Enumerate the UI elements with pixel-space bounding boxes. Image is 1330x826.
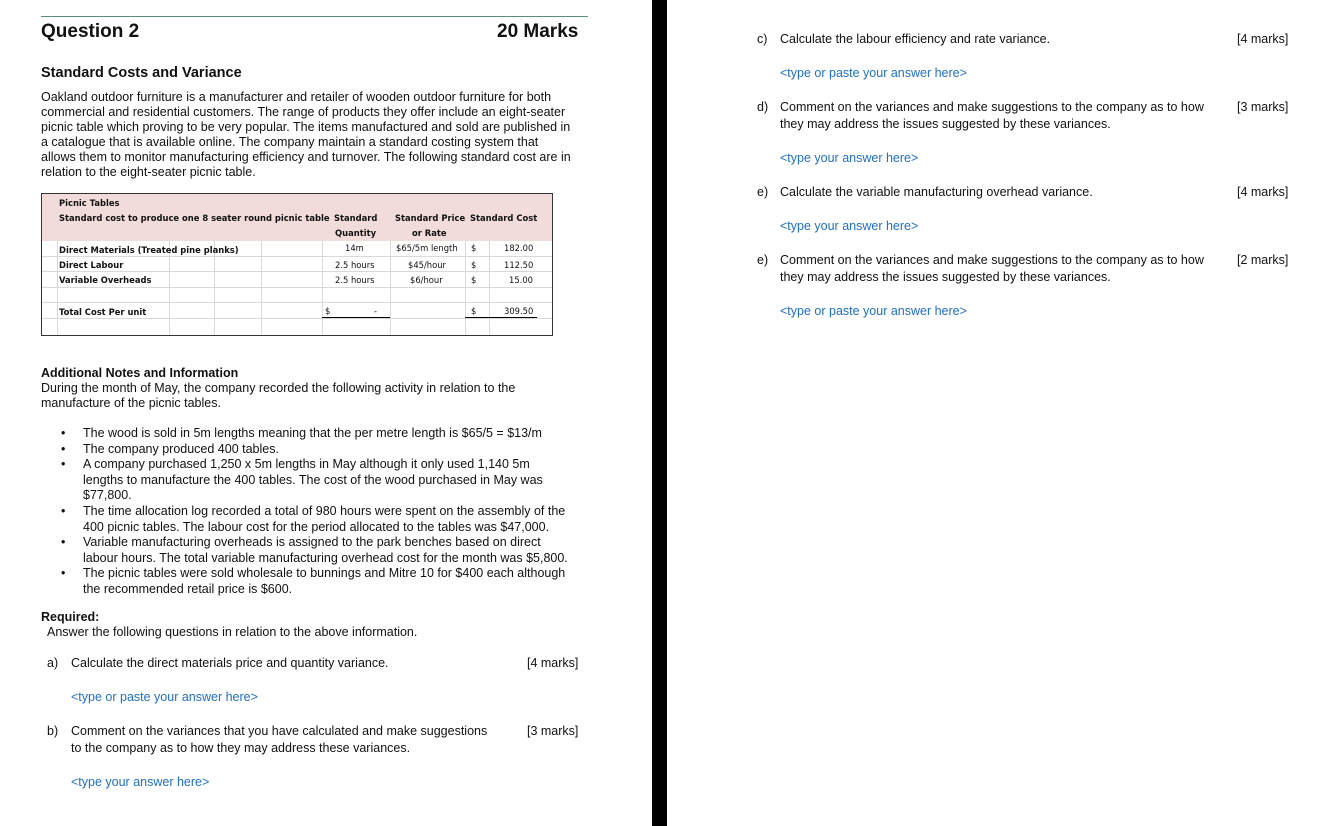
list-item: • The wood is sold in 5m lengths meaning that the per metre length is $65/5 = $13/m [41,426,601,442]
total-dash: - [374,306,378,316]
answer-placeholder[interactable]: <type your answer here> [780,219,919,233]
question-letter: d) [757,100,769,114]
row-label: Direct Labour [59,260,124,270]
question-letter: e) [757,253,769,267]
row-currency: $ [471,243,477,253]
list-item: • The picnic tables were sold wholesale to bunnings and Mitre 10 for $400 each although the recommended retail price is $600. [41,566,601,597]
title-rule [41,16,588,17]
question-line: to the company as to how they may address these variances. [71,741,411,755]
row-currency: $ [471,275,477,285]
bullet-line: $77,800. [83,488,132,503]
bullet-line: labour hours. The total variable manufacturing overhead cost for the month was $5,800. [83,550,568,565]
answer-placeholder[interactable]: <type your answer here> [780,151,919,165]
question-line: Comment on the variances that you have calculated and make suggestions [71,724,488,738]
row-price: $45/hour [408,260,446,270]
intro-line: Oakland outdoor furniture is a manufacturer and retailer of wooden outdoor furniture for both [41,90,552,104]
row-price: $6/hour [410,275,443,285]
question-line: Comment on the variances and make suggestions to the company as to how [780,100,1204,114]
bullet-line: the recommended retail price is $600. [83,581,293,596]
row-price: $65/5m length [396,243,458,253]
bullet-line: Variable manufacturing overheads is assigned to the park benches based on direct [83,535,541,550]
table-title: Picnic Tables [59,198,120,208]
row-label: Variable Overheads [59,275,152,285]
notes-title: Additional Notes and Information [41,366,239,380]
bullet-line: A company purchased 1,250 x 5m lengths in May although it only used 1,140 5m [83,457,530,472]
question-text [780,253,1204,285]
list-item: • Variable manufacturing overheads is assigned to the park benches based on direct labour hours. The total variable manufacturing overhead cost for the month was $5,800. [41,535,601,566]
question-letter: a) [47,656,59,670]
total-currency-1: $ [325,306,331,316]
page-separator [652,0,667,826]
question-letter: e) [757,185,769,199]
header-standard-quantity-2: Quantity [335,228,377,238]
question-text [780,100,1204,132]
list-item: • A company purchased 1,250 x 5m lengths in May although it only used 1,140 5m lengths to manufacture the 400 tables. The cost of the wood purchased in May was $77,800. [41,457,601,504]
answer-placeholder[interactable]: <type or paste your answer here> [780,66,967,80]
question-marks: [4 marks] [1237,32,1289,46]
bullet-line: The picnic tables were sold wholesale to bunnings and Mitre 10 for $400 each although [83,566,566,581]
notes-intro-line: manufacture of the picnic tables. [41,396,221,410]
total-label: Total Cost Per unit [59,307,147,317]
row-label: Direct Materials (Treated pine planks) [59,245,239,255]
total-value: 309.50 [504,306,534,316]
question-marks: [2 marks] [1237,253,1289,267]
bullet-line: lengths to manufacture the 400 tables. The cost of the wood purchased in May was [83,472,543,487]
total-underline [322,317,390,318]
row-quantity: 2.5 hours [335,260,375,270]
question-text: Calculate the direct materials price and quantity variance. [71,656,389,670]
intro-line: relation to the eight-seater picnic table. [41,165,256,179]
row-currency: $ [471,260,477,270]
notes-intro [41,381,601,411]
bullet-line: The time allocation log recorded a total of 980 hours were spent on the assembly of the [83,503,566,518]
intro-line: allows them to monitor manufacturing efficiency and turnover. The following standard cost are in [41,150,571,164]
question-letter: c) [757,32,768,46]
notes-intro-line: During the month of May, the company recorded the following activity in relation to the [41,381,516,395]
answer-placeholder[interactable]: <type your answer here> [71,775,210,789]
section-title: Standard Costs and Variance [41,65,242,81]
question-marks: [3 marks] [527,724,579,738]
bullet-line: 400 picnic tables. The labour cost for the period allocated to the tables was $47,000. [83,519,550,534]
question-line: they may address the issues suggested by these variances. [780,117,1111,131]
row-quantity: 2.5 hours [335,275,375,285]
total-currency-2: $ [471,306,477,316]
table-subtitle: Standard cost to produce one 8 seater round picnic table [59,213,330,223]
question-line: they may address the issues suggested by these variances. [780,270,1111,284]
bullet-line: The wood is sold in 5m lengths meaning that the per metre length is $65/5 = $13/m [83,426,542,440]
list-item: • The company produced 400 tables. [41,442,601,458]
total-underline [465,317,537,318]
list-item: • The time allocation log recorded a total of 980 hours were spent on the assembly of the 400 picnic tables. The labour cost for the period allocated to the tables was $47,000. [41,504,601,535]
row-cost: 112.50 [504,260,534,270]
answer-placeholder[interactable]: <type or paste your answer here> [780,304,967,318]
question-text [71,724,487,756]
intro-line: picnic table which proving to be very popular. The items manufactured and sold are published in [41,120,571,134]
header-standard-quantity-1: Standard [334,213,378,223]
row-cost: 15.00 [509,275,533,285]
standard-cost-table [41,193,553,336]
question-marks: [4 marks] [527,656,579,670]
header-standard-price-2: or Rate [412,228,447,238]
header-standard-cost: Standard Cost [470,213,538,223]
question-letter: b) [47,724,59,738]
intro-line: commercial and residential customers. The range of products they offer include an eight-seater [41,105,566,119]
question-marks: [3 marks] [1237,100,1289,114]
question-marks: [4 marks] [1237,185,1289,199]
notes-bullet-list [41,426,601,598]
row-quantity: 14m [345,243,364,253]
answer-placeholder[interactable]: <type or paste your answer here> [71,690,258,704]
question-text: Calculate the labour efficiency and rate variance. [780,32,1051,46]
bullet-line: The company produced 400 tables. [83,441,279,456]
marks-total: 20 Marks [497,21,579,42]
required-text: Answer the following questions in relation to the above information. [47,625,418,639]
question-line: Comment on the variances and make suggestions to the company as to how [780,253,1204,267]
intro-line: a catalogue that is available online. The company maintain a standard costing system that [41,135,539,149]
required-title: Required: [41,610,100,624]
intro-paragraph [41,90,601,180]
question-text: Calculate the variable manufacturing overhead variance. [780,185,1093,199]
question-title: Question 2 [41,21,140,42]
header-standard-price-1: Standard Price [395,213,466,223]
row-cost: 182.00 [504,243,534,253]
